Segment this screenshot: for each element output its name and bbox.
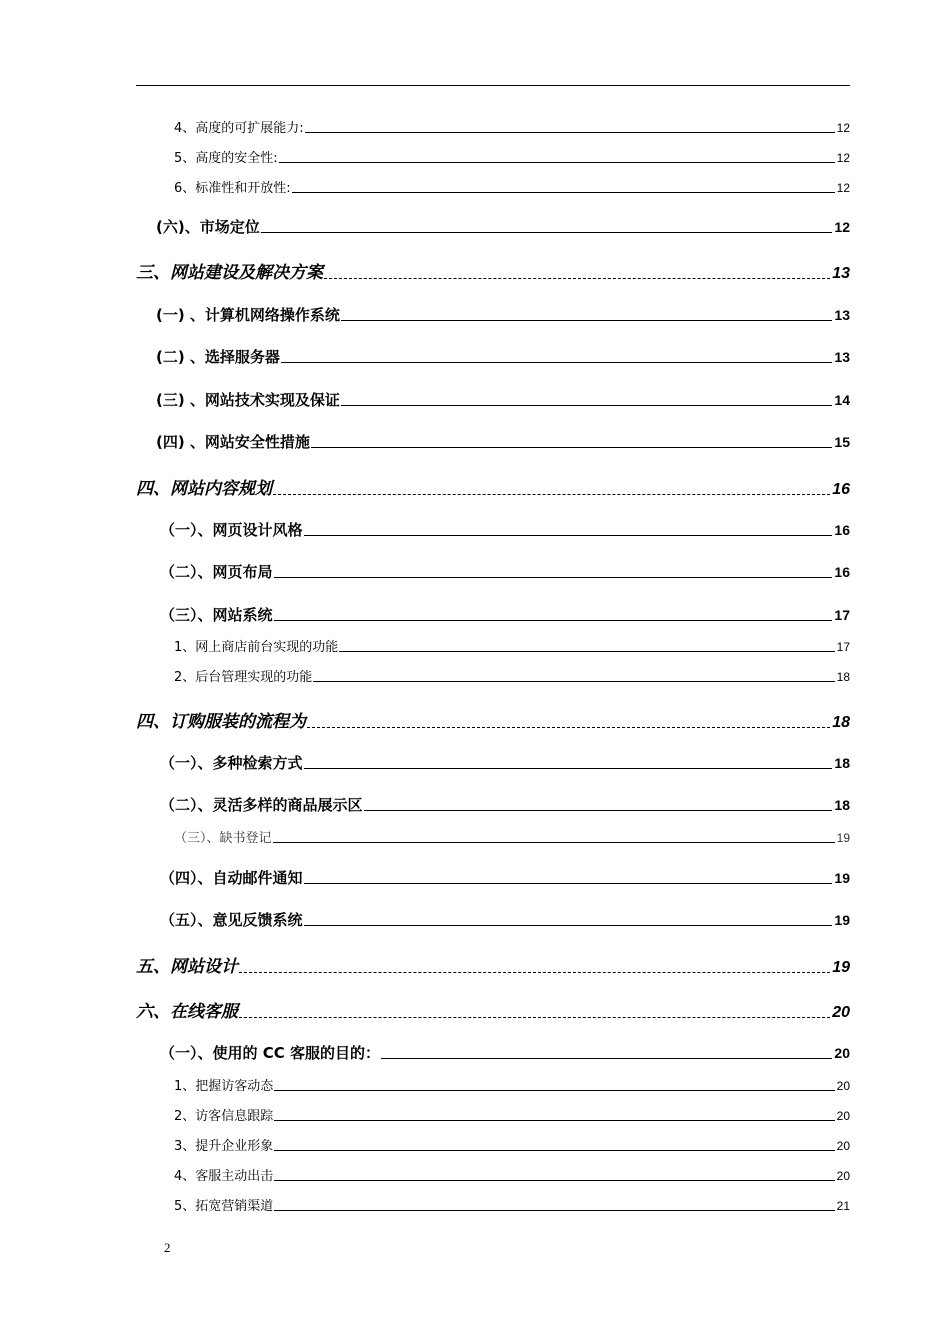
toc-entry-page: 16 [834,564,850,580]
toc-entry-title: 2、后台管理实现的功能 [174,670,313,685]
toc-leader [274,1120,834,1121]
toc-leader [274,620,833,621]
toc-entry-title: （二）、灵活多样的商品展示区 [160,796,363,814]
toc-entry[interactable] [156,431,850,452]
toc-leader [311,447,832,448]
toc-entry-title: 4、客服主动出击 [174,1169,274,1184]
toc-entry-page: 16 [832,481,850,498]
toc-entry-title: (一) 、计算机网络操作系统 [156,306,340,324]
toc-leader [324,278,830,279]
toc-entry-page: 15 [834,434,850,450]
toc-leader [274,1210,834,1211]
toc-leader [313,681,834,682]
toc-entry[interactable] [160,1042,850,1063]
toc-leader [341,405,832,406]
toc-entry[interactable] [160,909,850,930]
toc-entry-page: 17 [834,607,850,623]
toc-entry-title: 1、把握访客动态 [174,1079,274,1094]
toc-entry-title: (三) 、网站技术实现及保证 [156,391,340,409]
page-number: 2 [164,1240,171,1255]
toc-entry-page: 20 [836,1079,850,1093]
toc-leader [364,810,833,811]
toc-entry-page: 20 [836,1139,850,1153]
toc-entry[interactable] [174,1165,850,1184]
toc-entry-title: （四）、自动邮件通知 [160,869,303,887]
toc-entry-page: 18 [832,714,850,731]
toc-leader [304,768,833,769]
toc-entry-page: 17 [836,640,850,654]
toc-entry-page: 14 [834,392,850,408]
toc-entry-page: 13 [834,349,850,365]
toc-leader [339,651,834,652]
toc-entry-page: 13 [832,265,850,282]
toc-entry[interactable] [174,827,850,846]
toc-entry-page: 12 [836,121,850,135]
toc-entry-title: （一）、使用的 CC 客服的目的： [160,1044,380,1062]
toc-entry-page: 18 [834,755,850,771]
toc-leader [304,883,833,884]
toc-leader [274,1090,834,1091]
toc-entry[interactable] [174,1105,850,1124]
toc-leader [305,132,835,133]
toc-entry-page: 20 [832,1004,850,1021]
toc-entry[interactable] [160,604,850,625]
toc-leader [381,1058,832,1059]
toc-entry[interactable] [174,1195,850,1214]
toc-entry[interactable] [160,561,850,582]
toc-entry-page: 21 [836,1199,850,1213]
toc-entry-title: 六、在线客服 [136,1002,238,1022]
toc-entry-page: 18 [836,670,850,684]
toc-entry-title: 四、网站内容规划 [136,479,272,499]
toc-entry[interactable] [156,389,850,410]
toc-entry-title: （三）、网站系统 [160,606,273,624]
toc-entry-title: 1、网上商店前台实现的功能 [174,640,339,655]
toc-entry-page: 13 [834,307,850,323]
toc-entry-page: 19 [836,831,850,845]
toc-leader [261,232,833,233]
toc-entry[interactable] [160,794,850,815]
toc-entry[interactable] [174,636,850,655]
toc-leader [239,972,830,973]
toc-entry[interactable] [160,867,850,888]
toc-entry-title: 3、提升企业形象 [174,1139,274,1154]
toc-entry[interactable] [136,707,850,732]
toc-leader [273,494,830,495]
toc-entry[interactable] [156,216,850,237]
toc-entry[interactable] [160,752,850,773]
toc-entry-page: 19 [834,912,850,928]
toc-entry-page: 19 [834,870,850,886]
toc-entry-page: 12 [836,181,850,195]
toc-entry[interactable] [160,519,850,540]
toc-entry-title: (二) 、选择服务器 [156,348,280,366]
toc-entry[interactable] [136,997,850,1022]
toc-entry-title: 五、网站设计 [136,957,238,977]
toc-entry-page: 18 [834,797,850,813]
toc-entry-title: 5、拓宽营销渠道 [174,1199,274,1214]
toc-entry[interactable] [156,346,850,367]
toc-entry-page: 16 [834,522,850,538]
toc-entry-title: 四、订购服装的流程为 [136,712,306,732]
toc-leader [281,362,832,363]
toc-leader [273,842,835,843]
toc-entry-title: （一）、网页设计风格 [160,521,303,539]
toc-entry[interactable] [136,474,850,499]
toc-leader [239,1017,830,1018]
toc-leader [304,925,833,926]
toc-entry[interactable] [156,304,850,325]
toc-entry[interactable] [174,1135,850,1154]
toc-entry-title: （三）、缺书登记 [174,831,272,846]
toc-entry-page: 12 [836,151,850,165]
toc-leader [304,535,833,536]
toc-entry-page: 20 [836,1109,850,1123]
toc-entry[interactable] [174,1075,850,1094]
toc-entry-title: 2、访客信息跟踪 [174,1109,274,1124]
toc-entry-title: 5、高度的安全性: [174,151,278,166]
toc-entry-title: 4、高度的可扩展能力: [174,121,304,136]
toc-entry-title: 三、网站建设及解决方案 [136,263,323,283]
toc-entry-title: (六)、市场定位 [156,218,260,236]
toc-entry-page: 20 [836,1169,850,1183]
toc-entry-page: 20 [834,1045,850,1061]
toc-leader [279,162,835,163]
toc-entry-title: 6、标准性和开放性: [174,181,291,196]
toc-entry[interactable] [174,666,850,685]
toc-leader [292,192,835,193]
toc-entry[interactable] [136,952,850,977]
toc-leader [307,727,830,728]
toc-entry[interactable] [136,258,850,283]
toc-leader [341,320,832,321]
toc-leader [274,1150,834,1151]
toc-entry-page: 19 [832,959,850,976]
toc-entry[interactable] [174,147,850,166]
toc-entry[interactable] [174,117,850,136]
toc-leader [274,577,833,578]
toc-entry-title: （一）、多种检索方式 [160,754,303,772]
toc-leader [274,1180,834,1181]
toc-entry-page: 12 [834,219,850,235]
toc-entry[interactable] [174,177,850,196]
toc-entry-title: （五）、意见反馈系统 [160,911,303,929]
toc-entry-title: (四) 、网站安全性措施 [156,433,310,451]
toc-entry-title: （二）、网页布局 [160,563,273,581]
